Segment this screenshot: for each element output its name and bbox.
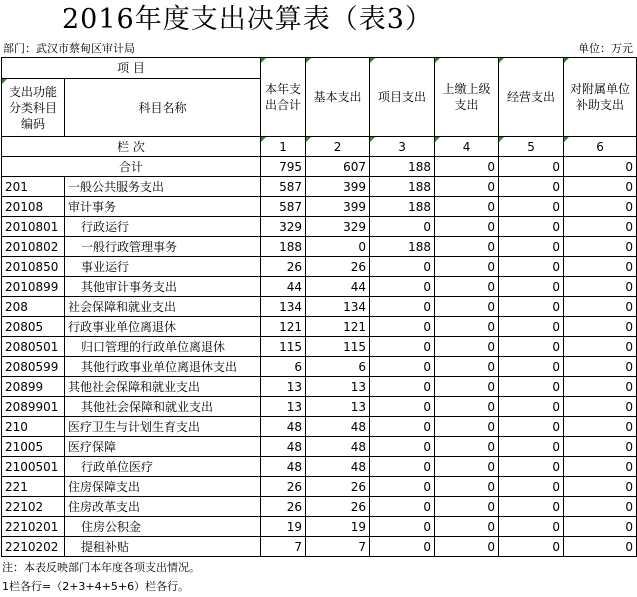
row-name: 住房保障支出 <box>65 477 261 497</box>
row-name: 提租补贴 <box>65 537 261 557</box>
row-value: 0 <box>564 357 637 377</box>
row-value: 0 <box>370 417 435 437</box>
row-value: 0 <box>499 417 564 437</box>
row-value: 0 <box>370 377 435 397</box>
row-value: 0 <box>435 517 499 537</box>
col-num-5: 5 <box>499 137 564 157</box>
row-value: 0 <box>435 277 499 297</box>
row-value: 0 <box>499 337 564 357</box>
total-value: 0 <box>435 157 499 177</box>
row-value: 0 <box>499 437 564 457</box>
row-value: 0 <box>499 537 564 557</box>
row-value: 0 <box>564 277 637 297</box>
row-value: 0 <box>499 497 564 517</box>
total-value: 607 <box>306 157 370 177</box>
row-value: 0 <box>564 257 637 277</box>
table-row <box>2 257 637 277</box>
row-value: 44 <box>306 277 370 297</box>
table-row <box>2 217 637 237</box>
department-label: 部门：武汉市蔡甸区审计局 <box>3 42 135 55</box>
row-value: 188 <box>261 237 306 257</box>
total-value: 0 <box>564 157 637 177</box>
row-value: 6 <box>306 357 370 377</box>
table-row <box>2 417 637 437</box>
row-value: 6 <box>261 357 306 377</box>
row-value: 7 <box>306 537 370 557</box>
header-col-remit: 上缴上级支出 <box>435 58 499 137</box>
row-value: 44 <box>261 277 306 297</box>
table-row <box>2 357 637 377</box>
table-row <box>2 337 637 357</box>
row-value: 26 <box>261 257 306 277</box>
header-lanci: 栏 次 <box>2 137 261 157</box>
row-value: 0 <box>435 217 499 237</box>
row-value: 0 <box>370 277 435 297</box>
row-value: 0 <box>435 377 499 397</box>
row-value: 0 <box>499 377 564 397</box>
row-value: 0 <box>499 217 564 237</box>
row-value: 0 <box>435 197 499 217</box>
row-value: 329 <box>306 217 370 237</box>
row-value: 329 <box>261 217 306 237</box>
row-value: 0 <box>499 317 564 337</box>
row-value: 0 <box>564 177 637 197</box>
row-name: 其他社会保障和就业支出 <box>65 377 261 397</box>
row-value: 0 <box>435 457 499 477</box>
report-title: 2016年度支出决算表（表3） <box>62 4 433 35</box>
row-value: 0 <box>564 417 637 437</box>
row-name: 社会保障和就业支出 <box>65 297 261 317</box>
row-value: 0 <box>499 477 564 497</box>
row-value: 0 <box>564 337 637 357</box>
row-value: 48 <box>261 417 306 437</box>
table-row <box>2 197 637 217</box>
row-value: 13 <box>306 377 370 397</box>
row-code: 2210201 <box>2 517 65 537</box>
table-row <box>2 237 637 257</box>
row-code: 2010802 <box>2 237 65 257</box>
row-name: 行政单位医疗 <box>65 457 261 477</box>
row-name: 医疗保障 <box>65 437 261 457</box>
header-col-basic: 基本支出 <box>306 58 370 137</box>
row-value: 26 <box>306 497 370 517</box>
header-code: 支出功能分类科目编码 <box>2 79 65 137</box>
table-row <box>2 497 637 517</box>
total-row <box>2 157 637 177</box>
row-value: 0 <box>435 417 499 437</box>
row-value: 0 <box>564 517 637 537</box>
row-value: 0 <box>370 497 435 517</box>
row-value: 0 <box>370 397 435 417</box>
row-name: 医疗卫生与计划生育支出 <box>65 417 261 437</box>
header-col-total: 本年支出合计 <box>261 58 306 137</box>
row-code: 208 <box>2 297 65 317</box>
row-value: 0 <box>499 237 564 257</box>
row-code: 221 <box>2 477 65 497</box>
row-value: 0 <box>499 297 564 317</box>
row-name: 审计事务 <box>65 197 261 217</box>
row-value: 0 <box>564 217 637 237</box>
row-value: 26 <box>261 477 306 497</box>
row-code: 20805 <box>2 317 65 337</box>
row-name: 行政事业单位离退休 <box>65 317 261 337</box>
header-col-operating: 经营支出 <box>499 58 564 137</box>
row-value: 0 <box>499 197 564 217</box>
row-value: 13 <box>261 377 306 397</box>
row-value: 13 <box>306 397 370 417</box>
row-name: 其他社会保障和就业支出 <box>65 397 261 417</box>
row-value: 48 <box>261 457 306 477</box>
row-value: 0 <box>564 377 637 397</box>
row-value: 0 <box>499 397 564 417</box>
row-value: 0 <box>564 237 637 257</box>
table-row <box>2 477 637 497</box>
table-row <box>2 437 637 457</box>
row-value: 0 <box>435 317 499 337</box>
row-value: 0 <box>370 217 435 237</box>
row-code: 2010899 <box>2 277 65 297</box>
row-value: 48 <box>306 437 370 457</box>
row-name: 事业运行 <box>65 257 261 277</box>
row-value: 134 <box>261 297 306 317</box>
row-value: 0 <box>435 257 499 277</box>
row-code: 2010850 <box>2 257 65 277</box>
header-col-project: 项目支出 <box>370 58 435 137</box>
row-value: 121 <box>306 317 370 337</box>
row-code: 2080599 <box>2 357 65 377</box>
col-num-2: 2 <box>306 137 370 157</box>
row-name: 一般公共服务支出 <box>65 177 261 197</box>
row-value: 0 <box>306 237 370 257</box>
row-value: 0 <box>370 457 435 477</box>
row-value: 13 <box>261 397 306 417</box>
row-value: 0 <box>499 517 564 537</box>
row-name: 其他行政事业单位离退休支出 <box>65 357 261 377</box>
row-code: 2080501 <box>2 337 65 357</box>
unit-label: 单位：万元 <box>578 42 633 55</box>
row-name: 住房公积金 <box>65 517 261 537</box>
row-value: 0 <box>435 337 499 357</box>
row-value: 0 <box>435 437 499 457</box>
row-code: 21005 <box>2 437 65 457</box>
row-value: 0 <box>564 317 637 337</box>
row-code: 22102 <box>2 497 65 517</box>
row-value: 0 <box>499 357 564 377</box>
row-value: 0 <box>370 517 435 537</box>
table-row <box>2 397 637 417</box>
row-value: 0 <box>370 297 435 317</box>
row-code: 20899 <box>2 377 65 397</box>
row-value: 399 <box>306 177 370 197</box>
row-value: 134 <box>306 297 370 317</box>
table-row <box>2 317 637 337</box>
col-num-6: 6 <box>564 137 637 157</box>
row-name: 归口管理的行政单位离退休 <box>65 337 261 357</box>
row-value: 0 <box>499 177 564 197</box>
row-value: 0 <box>564 477 637 497</box>
table-row <box>2 517 637 537</box>
col-num-1: 1 <box>261 137 306 157</box>
total-label: 合计 <box>2 157 261 177</box>
col-num-3: 3 <box>370 137 435 157</box>
expenditure-table <box>1 57 637 557</box>
row-value: 0 <box>564 497 637 517</box>
row-value: 48 <box>306 457 370 477</box>
row-value: 0 <box>564 397 637 417</box>
row-code: 210 <box>2 417 65 437</box>
row-value: 115 <box>306 337 370 357</box>
row-value: 188 <box>370 177 435 197</box>
header-col-subsidy: 对附属单位补助支出 <box>564 58 637 137</box>
row-name: 行政运行 <box>65 217 261 237</box>
row-value: 7 <box>261 537 306 557</box>
row-value: 0 <box>435 397 499 417</box>
row-value: 0 <box>435 177 499 197</box>
row-value: 48 <box>261 437 306 457</box>
row-value: 0 <box>435 537 499 557</box>
row-value: 587 <box>261 177 306 197</box>
col-num-4: 4 <box>435 137 499 157</box>
row-code: 201 <box>2 177 65 197</box>
row-value: 48 <box>306 417 370 437</box>
row-value: 0 <box>370 317 435 337</box>
header-name: 科目名称 <box>65 79 261 137</box>
row-value: 0 <box>564 457 637 477</box>
row-value: 0 <box>370 257 435 277</box>
row-code: 2089901 <box>2 397 65 417</box>
row-value: 0 <box>499 277 564 297</box>
row-value: 0 <box>370 337 435 357</box>
row-value: 0 <box>435 237 499 257</box>
formula-note: 1栏各行=（2+3+4+5+6）栏各行。 <box>2 580 190 593</box>
row-value: 0 <box>564 437 637 457</box>
row-value: 0 <box>499 257 564 277</box>
row-value: 0 <box>564 197 637 217</box>
table-row <box>2 377 637 397</box>
row-value: 0 <box>370 477 435 497</box>
table-row <box>2 277 637 297</box>
row-code: 2010801 <box>2 217 65 237</box>
table-row <box>2 537 637 557</box>
row-value: 0 <box>370 437 435 457</box>
row-code: 2210202 <box>2 537 65 557</box>
note-text: 注：本表反映部门本年度各项支出情况。 <box>2 561 200 574</box>
row-value: 188 <box>370 197 435 217</box>
row-value: 587 <box>261 197 306 217</box>
row-value: 121 <box>261 317 306 337</box>
row-code: 2100501 <box>2 457 65 477</box>
table-row <box>2 177 637 197</box>
row-value: 399 <box>306 197 370 217</box>
row-name: 其他审计事务支出 <box>65 277 261 297</box>
row-code: 20108 <box>2 197 65 217</box>
row-value: 0 <box>435 477 499 497</box>
row-value: 19 <box>306 517 370 537</box>
row-value: 115 <box>261 337 306 357</box>
row-value: 26 <box>306 257 370 277</box>
row-value: 0 <box>564 537 637 557</box>
row-value: 0 <box>435 497 499 517</box>
header-project: 项 目 <box>2 58 261 79</box>
row-value: 188 <box>370 237 435 257</box>
row-value: 0 <box>435 357 499 377</box>
total-value: 795 <box>261 157 306 177</box>
row-name: 一般行政管理事务 <box>65 237 261 257</box>
table-row <box>2 457 637 477</box>
row-value: 0 <box>564 297 637 317</box>
row-value: 26 <box>306 477 370 497</box>
row-value: 19 <box>261 517 306 537</box>
total-value: 0 <box>499 157 564 177</box>
table-row <box>2 297 637 317</box>
row-value: 0 <box>499 457 564 477</box>
total-value: 188 <box>370 157 435 177</box>
row-value: 0 <box>370 537 435 557</box>
row-name: 住房改革支出 <box>65 497 261 517</box>
row-value: 0 <box>370 357 435 377</box>
row-value: 26 <box>261 497 306 517</box>
row-value: 0 <box>435 297 499 317</box>
